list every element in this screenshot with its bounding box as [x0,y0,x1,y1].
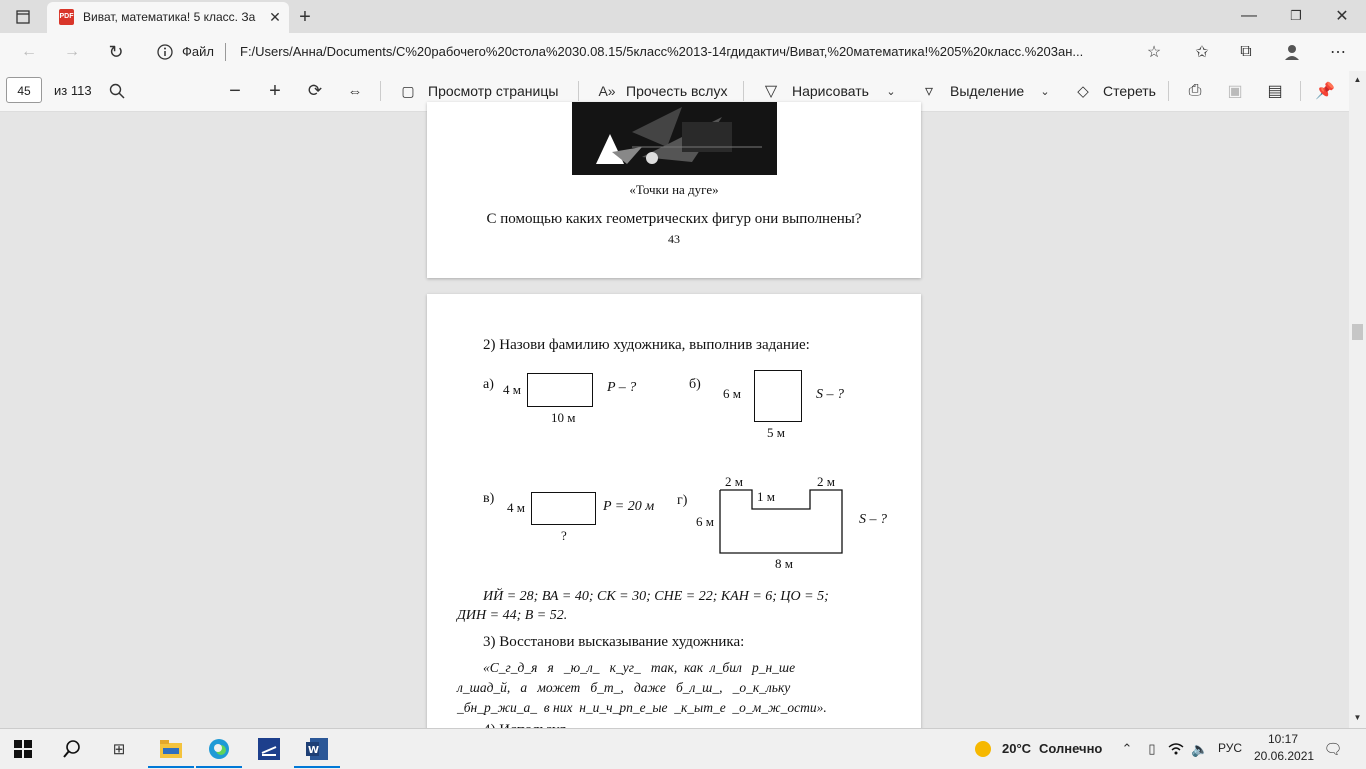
task-3-text: 3) Восстанови высказывание художника: [483,634,745,650]
windows-start-icon[interactable] [12,738,34,760]
toolbar-divider [578,81,579,101]
taskbar [0,728,1366,769]
figure-b-question: S – ? [816,387,844,402]
clock-time[interactable]: 10:17 [1268,732,1299,746]
search-icon[interactable] [106,80,128,102]
figure-v-bottom: ? [561,528,567,543]
weather-sun-icon[interactable] [972,738,994,760]
page-view-icon: ▢ [401,82,415,99]
favorites-icon[interactable]: ✩ [1195,44,1209,61]
figure-g-question: S – ? [859,512,887,527]
figure-v-question: P = 20 м [603,499,655,514]
rectangle-v [531,492,596,525]
file-explorer-active-indicator [148,766,194,768]
erase-button[interactable]: Стереть [1103,83,1156,99]
meet-now-icon[interactable]: ▯ [1148,741,1156,756]
weather-condition[interactable]: Солнечно [1039,741,1103,756]
figure-v-side: 4 м [507,500,525,515]
collections-icon[interactable]: ⧉ [1240,43,1252,60]
task-view-icon[interactable]: ⊞ [112,741,126,758]
file-explorer-icon[interactable] [158,736,184,762]
question-text: С помощью каких геометрических фигур они выполнены? [486,211,862,227]
page-number-input[interactable]: 45 [6,77,42,103]
figure-g-top-mid: 1 м [757,489,775,504]
read-aloud-button[interactable]: Прочесть вслух [626,83,728,99]
figure-a-bottom: 10 м [551,410,576,425]
figure-g-label: г) [677,493,688,508]
search-taskbar-icon[interactable] [61,738,83,760]
refresh-icon[interactable]: ↻ [108,41,124,62]
weather-temperature[interactable]: 20°C [1002,741,1032,756]
artwork-caption: «Точки на дуге» [629,182,719,197]
print-icon[interactable]: ⎙ [1188,82,1202,99]
toolbar-divider [743,81,744,101]
zoom-out-icon[interactable]: − [229,79,241,102]
address-scheme-label: Файл [182,44,214,59]
page-total: из 113 [54,83,92,98]
tab-actions-icon[interactable] [12,6,34,28]
rectangle-b [754,370,802,422]
info-icon[interactable] [155,42,175,62]
minimize-icon[interactable]: — [1241,7,1257,24]
figure-b-label: б) [689,377,701,392]
figure-b-bottom: 5 м [767,425,785,440]
highlight-dropdown-icon[interactable]: ⌄ [1040,85,1050,98]
eraser-icon: ◇ [1077,83,1089,100]
word-active-indicator [294,766,340,768]
vertical-scrollbar[interactable] [1349,71,1366,728]
back-icon[interactable]: ← [21,43,37,60]
fit-width-icon[interactable]: ⇔ [347,82,363,100]
notifications-icon[interactable]: 🗨 [1323,741,1343,758]
page-view-button[interactable]: Просмотр страницы [428,83,559,99]
save-icon[interactable]: ▣ [1227,83,1243,100]
close-tab-icon[interactable]: ✕ [269,8,281,25]
draw-button[interactable]: Нарисовать [792,83,869,99]
toolbar-divider [1300,81,1301,101]
active-tab[interactable] [47,2,289,33]
figure-g-bottom: 8 м [775,556,793,571]
scroll-down-icon[interactable]: ▼ [1353,712,1362,722]
tab-title: Виват, математика! 5 класс. За [83,10,256,24]
word-app-icon[interactable] [304,736,330,762]
figure-b-side: 6 м [723,386,741,401]
toolbar-divider [380,81,381,101]
scroll-up-icon[interactable]: ▲ [1353,74,1362,84]
stepped-figure-g [717,487,847,557]
pdf-page-44 [427,294,921,754]
profile-avatar-icon[interactable] [1281,41,1303,63]
more-menu-icon[interactable]: ⋯ [1330,44,1346,61]
answer-key-line-2: ДИН = 44; В = 52. [457,608,568,623]
task-2-text: 2) Назови фамилию художника, выполнив задание: [483,337,810,353]
close-window-icon[interactable]: ✕ [1335,8,1349,25]
add-favorite-icon[interactable]: ☆ [1146,44,1162,61]
figure-g-top-right: 2 м [817,474,835,489]
edge-browser-icon[interactable] [206,736,232,762]
figure-g-top-left: 2 м [725,474,743,489]
address-url[interactable]: F:/Users/Анна/Documents/C%20рабочего%20стола%2030.08.15/5класс%2013-14гдидактич/Виват,%20математика!%205%20класс.%203ан... [240,44,1084,59]
edge-active-indicator [196,766,242,768]
save-as-icon[interactable]: ▤ [1267,83,1283,100]
highlight-button[interactable]: Выделение [950,83,1025,99]
svg-text:W: W [308,745,320,756]
address-divider [225,43,226,61]
figure-a-question: P – ? [607,380,637,395]
pdf-page-43 [427,102,921,278]
answer-key-line-1: ИЙ = 28; ВА = 40; СК = 30; СНЕ = 22; КАН = 6; ЦО = 5; [483,589,829,604]
maximize-icon[interactable]: ❐ [1290,8,1302,23]
read-aloud-icon: A» [598,83,616,99]
figure-a-side: 4 м [503,382,521,397]
input-language[interactable]: РУС [1218,741,1243,755]
figure-a-label: а) [483,377,494,392]
draw-icon: ▽ [764,83,778,100]
clock-date[interactable]: 20.06.2021 [1254,749,1315,763]
wifi-icon[interactable] [1166,738,1186,760]
new-tab-icon[interactable]: + [299,5,311,28]
pin-toolbar-icon[interactable]: 📌 [1315,83,1335,100]
draw-dropdown-icon[interactable]: ⌄ [886,85,896,98]
pdf-viewer[interactable] [0,112,1349,728]
highlight-icon: ▿ [924,83,934,100]
figure-g-side: 6 м [696,514,714,529]
rectangle-a [527,373,593,407]
tab-bar [0,0,1366,33]
artwork-image [572,102,777,175]
pdf-icon: PDF [59,9,74,25]
scanner-app-icon[interactable] [256,736,282,762]
quote-line-2: л_шад_й, а может б_т_, даже б_л_ш_, _о_к_льку [457,680,791,695]
quote-line-1: «С_г_д_я я _ю_л_ к_уг_ так, как л_бил р_н_ше [483,660,796,675]
page-number-43: 43 [668,232,680,246]
toolbar-divider [1168,81,1169,101]
rotate-icon[interactable]: ⟳ [307,81,323,100]
show-hidden-icons-icon[interactable]: ⌃ [1121,741,1133,756]
figure-v-label: в) [483,491,495,506]
scroll-thumb[interactable] [1352,324,1363,340]
zoom-in-icon[interactable]: + [269,79,281,102]
volume-icon[interactable]: 🔈 [1191,740,1209,757]
forward-icon[interactable]: → [64,43,80,60]
quote-line-3: _бн_р_жи_а_ в них н_и_ч_рп_е_ые _к_ыт_е _о_м_ж_ости». [457,700,827,715]
address-bar [0,33,1366,71]
